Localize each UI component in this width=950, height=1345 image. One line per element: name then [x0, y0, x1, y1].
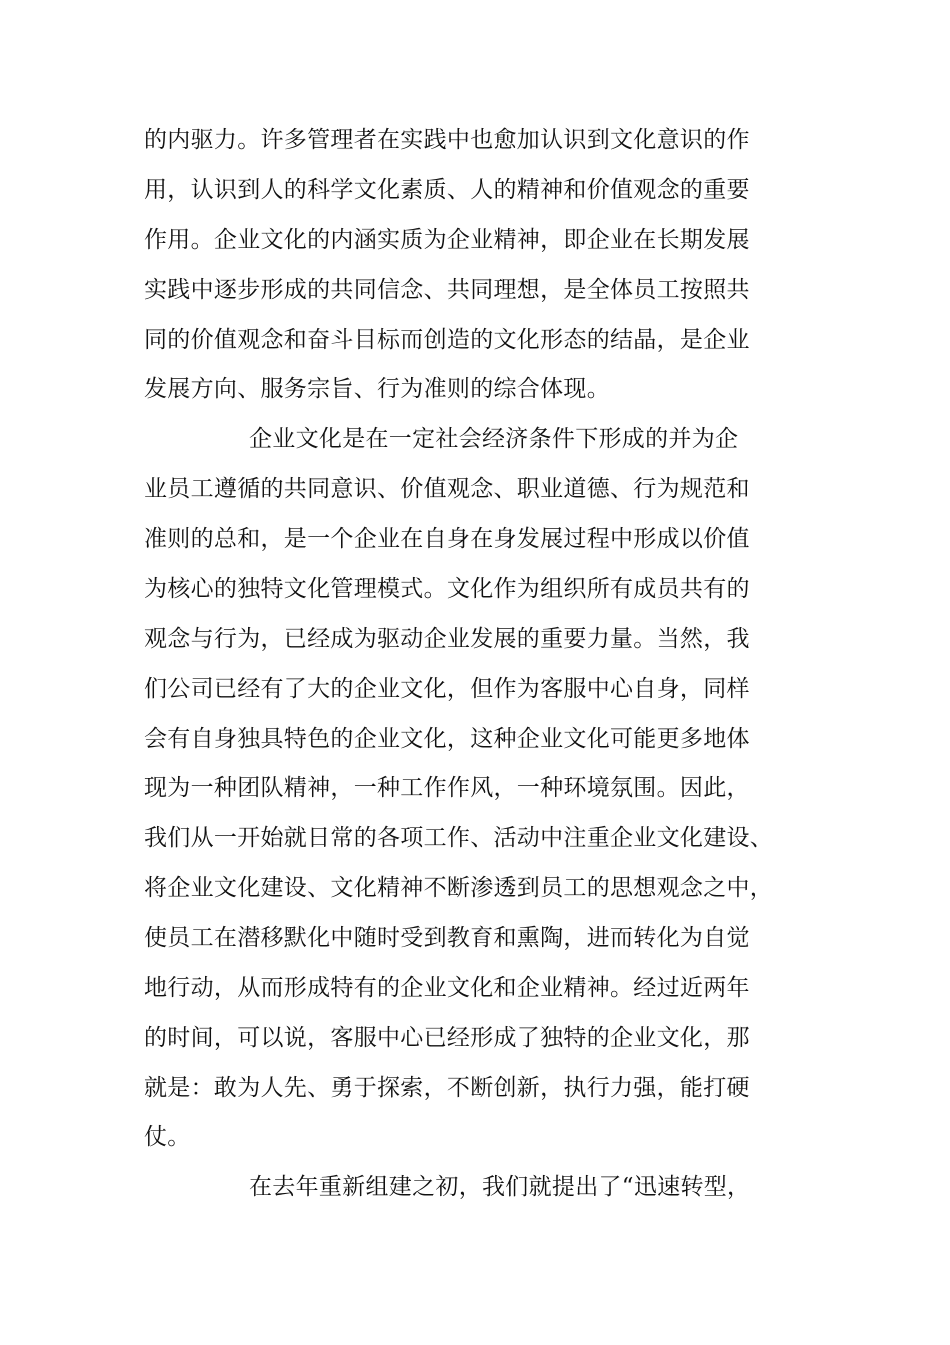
text-line: 实践中逐步形成的共同信念、共同理想，是全体员工按照共 [144, 277, 750, 303]
text-line: 仗。 [144, 1124, 191, 1150]
text-line: 观念与行为，已经成为驱动企业发展的重要力量。当然，我 [144, 626, 750, 652]
text-line: 地行动，从而形成特有的企业文化和企业精神。经过近两年 [144, 975, 750, 1001]
text-line: 使员工在潜移默化中随时受到教育和熏陶，进而转化为自觉 [144, 925, 750, 951]
text-line: 同的价值观念和奋斗目标而创造的文化形态的结晶，是企业 [144, 327, 750, 353]
text-line: 准则的总和，是一个企业在自身在身发展过程中形成以价值 [144, 526, 750, 552]
text-line: 用，认识到人的科学文化素质、人的精神和价值观念的重要 [144, 177, 750, 203]
text-line: 就是：敢为人先、勇于探索，不断创新，执行力强，能打硬 [144, 1075, 750, 1101]
paragraph-first-line: 企业文化是在一定社会经济条件下形成的并为企 [249, 426, 739, 452]
text-line: 们公司已经有了大的企业文化，但作为客服中心自身，同样 [144, 676, 750, 702]
text-line: 的内驱力。许多管理者在实践中也愈加认识到文化意识的作 [144, 127, 750, 153]
text-line: 发展方向、服务宗旨、行为准则的综合体现。 [144, 376, 610, 402]
text-line: 的时间，可以说，客服中心已经形成了独特的企业文化，那 [144, 1025, 750, 1051]
text-line: 将企业文化建设、文化精神不断渗透到员工的思想观念之中， [144, 875, 774, 901]
text-line: 作用。企业文化的内涵实质为企业精神，即企业在长期发展 [144, 227, 750, 253]
text-line: 为核心的独特文化管理模式。文化作为组织所有成员共有的 [144, 576, 750, 602]
paragraph-first-line: 在去年重新组建之初，我们就提出了“迅速转型， [249, 1174, 751, 1200]
text-line: 我们从一开始就日常的各项工作、活动中注重企业文化建设、 [144, 825, 774, 851]
text-line: 会有自身独具特色的企业文化，这种企业文化可能更多地体 [144, 726, 750, 752]
text-line: 现为一种团队精神，一种工作作风，一种环境氛围。因此， [144, 775, 750, 801]
text-line: 业员工遵循的共同意识、价值观念、职业道德、行为规范和 [144, 476, 750, 502]
